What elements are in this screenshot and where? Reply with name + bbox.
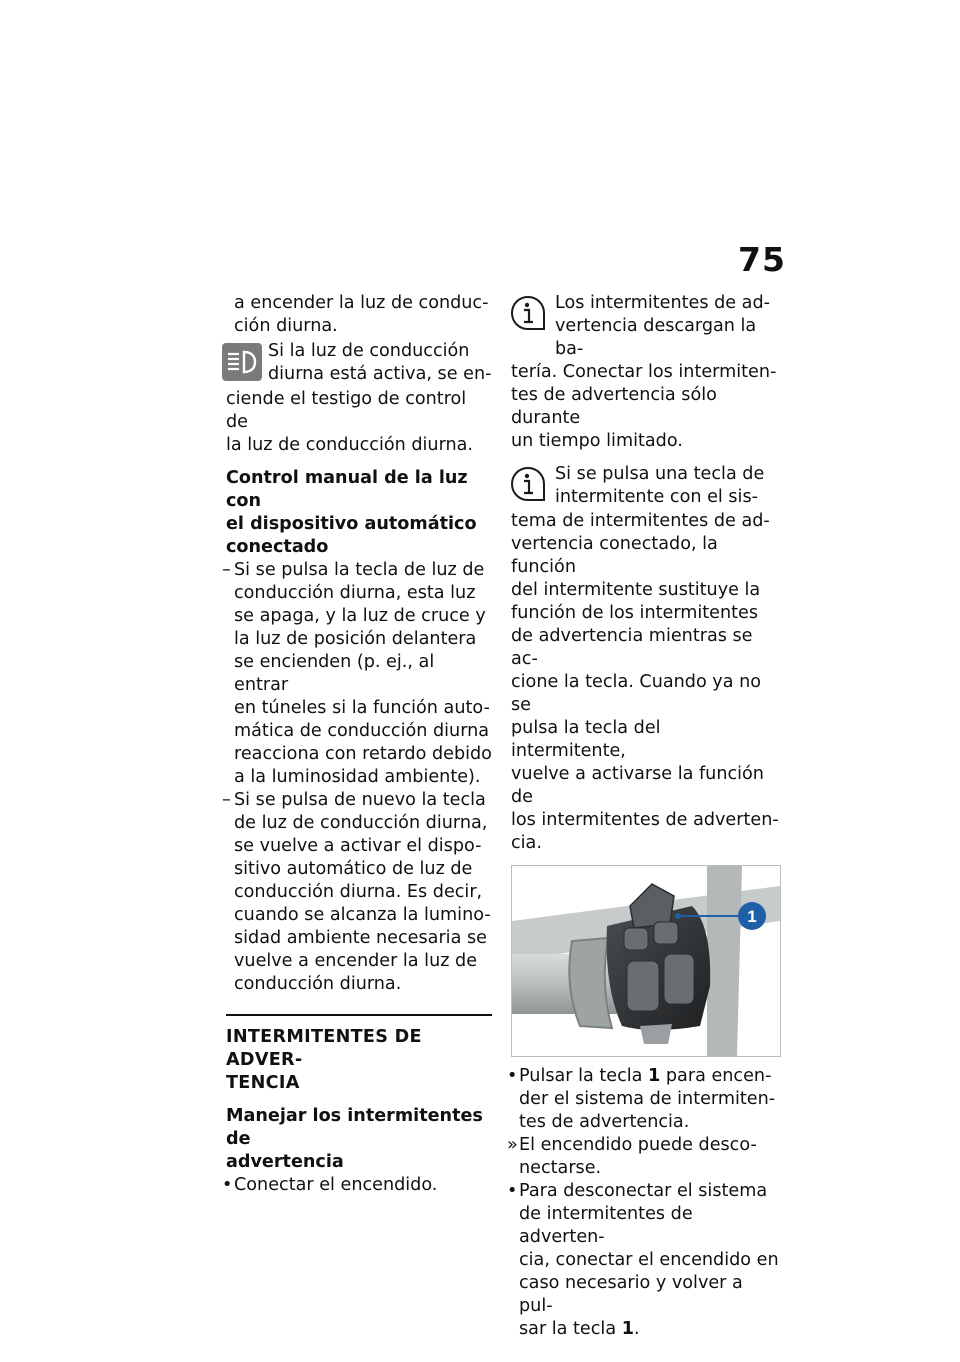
bullet-item: • Para desconectar el sistema de intermitentes de adverten- cia, conectar el encendido en caso necesario y volver a pul- sar la tecla 1. xyxy=(507,1181,779,1339)
section-divider xyxy=(226,1014,492,1016)
dash-list-item: – Si se pulsa de nuevo la tecla de luz de conducción diurna, se vuelve a activar el dispo- sitivo automático de luz de conducción diurna. Es decir, cuando se alcanza la lumino- sidad ambiente necesaria se vuelve a encender la luz de conducción diurna. xyxy=(222,790,491,994)
bullet-item: • Conectar el encendido. xyxy=(222,1175,438,1195)
right-column xyxy=(507,292,779,1341)
section-heading: INTERMITENTES DE ADVER- TENCIA xyxy=(226,1027,422,1093)
result-item: » El encendido puede desco- nectarse. xyxy=(507,1135,757,1178)
info-icon xyxy=(509,294,547,339)
section-subheading: Control manual de la luz con el dispositivo automático conectado xyxy=(226,468,477,557)
page-number: 75 xyxy=(738,240,786,279)
info-icon xyxy=(509,465,547,510)
daytime-light-icon xyxy=(222,343,262,388)
section-subheading: Manejar los intermitentes de advertencia xyxy=(226,1106,483,1172)
switch-cluster-figure xyxy=(511,865,781,1057)
daytime-light-note: Si la luz de conducción diurna está activa, se en- ciende el testigo de control de la luz de conducción diurna. xyxy=(226,340,492,457)
bullet-item: • Pulsar la tecla 1 para encen- der el sistema de intermiten- tes de advertencia. xyxy=(507,1066,776,1132)
paragraph-continuation: a encender la luz de conduc- ción diurna. xyxy=(234,293,489,336)
info-note: Los intermitentes de ad- vertencia descargan la ba- tería. Conectar los intermiten- tes de advertencia sólo durante un tiempo limitado. xyxy=(511,293,777,451)
dash-list-item: – Si se pulsa la tecla de luz de conducción diurna, esta luz se apaga, y la luz de cruce y la luz de posición delantera se encienden (p. ej., al entrar en túneles si la función auto- mática de conducción diurna reacciona con retardo debido a la luminosidad ambiente). xyxy=(222,560,492,787)
figure-callout-label: 1 xyxy=(747,907,757,926)
info-note: Si se pulsa una tecla de intermitente con el sis- tema de intermitentes de ad- vertencia conectado, la función del intermitente sustituye la función de los intermitentes de advertencia mientras se ac- cione la tecla. Cuando ya no se pulsa la tecla del intermitente, vuelve a activarse la función de los intermitentes de adverten- cia. xyxy=(511,464,779,853)
left-column xyxy=(222,292,492,1197)
handlebar-switch-illustration xyxy=(512,866,780,1056)
